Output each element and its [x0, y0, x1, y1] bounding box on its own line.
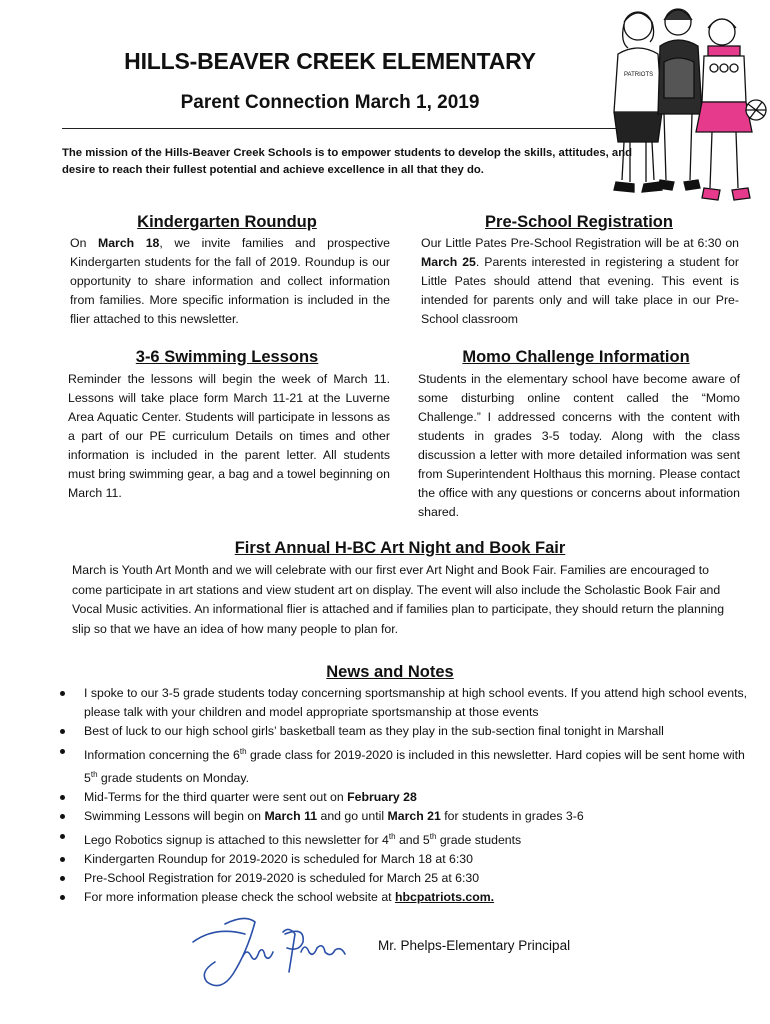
news-item-text: Lego Robotics signup is attached to this newsletter for 4: [84, 832, 389, 847]
news-item-date: February 28: [347, 790, 417, 805]
mission-statement: The mission of the Hills-Beaver Creek Schools is to empower students to develop the skills, attitudes, and desire to reach their fullest potential and achieve excellence in all that they do.: [62, 147, 632, 176]
news-item: [60, 684, 750, 722]
preschool-text-1: Our Little Pates Pre-School Registration will be at 6:30 on: [421, 236, 739, 250]
preschool-date: March 25: [421, 255, 476, 269]
news-item-date: March 11: [264, 809, 318, 824]
news-item-text: Swimming Lessons will begin on: [84, 809, 265, 824]
kindergarten-body: [70, 234, 390, 329]
news-item-text: grade students on Monday.: [97, 771, 250, 785]
news-heading: News and Notes: [326, 663, 454, 681]
news-item-date: March 21: [387, 809, 441, 824]
news-item-text: grade class for 2019-2020 is included in this newsletter. Hard copies will be sent home with 5: [84, 747, 745, 785]
principal-signature: [185, 912, 360, 1007]
superscript: th: [239, 746, 247, 756]
news-item: [60, 850, 750, 869]
news-item-text: and 5: [395, 832, 430, 847]
kindergarten-text-1: On: [70, 236, 98, 250]
principal-name: Mr. Phelps-Elementary Principal: [378, 938, 571, 953]
news-item: [60, 869, 750, 888]
momo-heading: Momo Challenge Information: [462, 348, 690, 366]
svg-text:PATRIOTS: PATRIOTS: [624, 72, 654, 78]
header-divider: [62, 128, 640, 129]
preschool-body: [421, 234, 739, 329]
news-item: [60, 888, 750, 907]
superscript: th: [429, 831, 437, 841]
swimming-body: Reminder the lessons will begin the week of March 11. Lessons will take place form March 11-21 at the Luverne Area Aquatic Center. Students will participate in lessons as a part of our PE curriculum Details on times and other information is included in the parent letter. All students must bring swimming gear, a bag and a towel beginning on March 11.: [68, 372, 390, 500]
news-item-text: for students in grades 3-6: [440, 809, 584, 824]
art-night-body: March is Youth Art Month and we will celebrate with our first ever Art Night and Book Fair. Families are encouraged to come participate in art stations and view student art on display. The event will also include the Scholastic Book Fair and Vocal Music activities. An informational flier is attached and if families plan to participate, they should return the planning slip so that we have an idea of how many people to plan for.: [72, 563, 725, 636]
news-item-text: Pre-School Registration for 2019-2020 is scheduled for March 25 at 6:30: [84, 871, 480, 886]
art-night-heading: First Annual H-BC Art Night and Book Fair: [234, 539, 566, 557]
preschool-text-2: . Parents interested in registering a student for Little Pates should attend that evening. This event is intended for parents only and will take place in our Pre-School classroom: [421, 255, 739, 326]
news-item-text: Best of luck to our high school girls’ basketball team as they play in the sub-section final tonight in Marshall: [84, 724, 664, 739]
news-item: [60, 742, 750, 789]
news-item: [60, 788, 750, 807]
news-item-text: For more information please check the school website at: [84, 890, 395, 905]
news-item-text: Kindergarten Roundup for 2019-2020 is scheduled for March 18 at 6:30: [84, 851, 473, 866]
news-item: [60, 722, 750, 741]
news-item-text: and go until: [317, 809, 388, 824]
preschool-heading: Pre-School Registration: [485, 213, 673, 231]
news-item: [60, 807, 750, 826]
news-item-text: I spoke to our 3-5 grade students today concerning sportsmanship at high school events. If you attend high school events, please talk with your children and model appropriate sportsmanship at those events: [84, 686, 748, 720]
superscript: th: [388, 831, 396, 841]
news-list: [60, 684, 750, 908]
swimming-heading: 3-6 Swimming Lessons: [135, 348, 319, 366]
news-item-text: grade students: [436, 832, 522, 847]
news-item-text: Information concerning the 6: [84, 747, 240, 762]
students-photo: [600, 2, 768, 212]
news-item: [60, 827, 750, 850]
school-website-link[interactable]: hbcpatriots.com.: [395, 890, 495, 905]
momo-body: Students in the elementary school have become aware of some disturbing online content called the “Momo Challenge.” I addressed concerns with the content with students in grades 3-5 today. Along with the class discussion a letter with more detailed information was sent from Superintendent Holthaus this morning. Please contact the office with any questions or concerns about information shared.: [418, 372, 740, 519]
kindergarten-text-2: , we invite families and prospective Kindergarten students for the fall of 2019. Roundup is our opportunity to share information and collect information from families. More specific information is included in the flier attached to this newsletter.: [70, 236, 390, 326]
superscript: th: [90, 769, 98, 779]
newsletter-title: Parent Connection March 1, 2019: [180, 92, 480, 113]
news-item-text: Mid-Terms for the third quarter were sent out on: [84, 790, 348, 805]
kindergarten-date: March 18: [97, 236, 160, 250]
school-name: HILLS-BEAVER CREEK ELEMENTARY: [124, 48, 536, 74]
kindergarten-heading: Kindergarten Roundup: [137, 213, 317, 231]
